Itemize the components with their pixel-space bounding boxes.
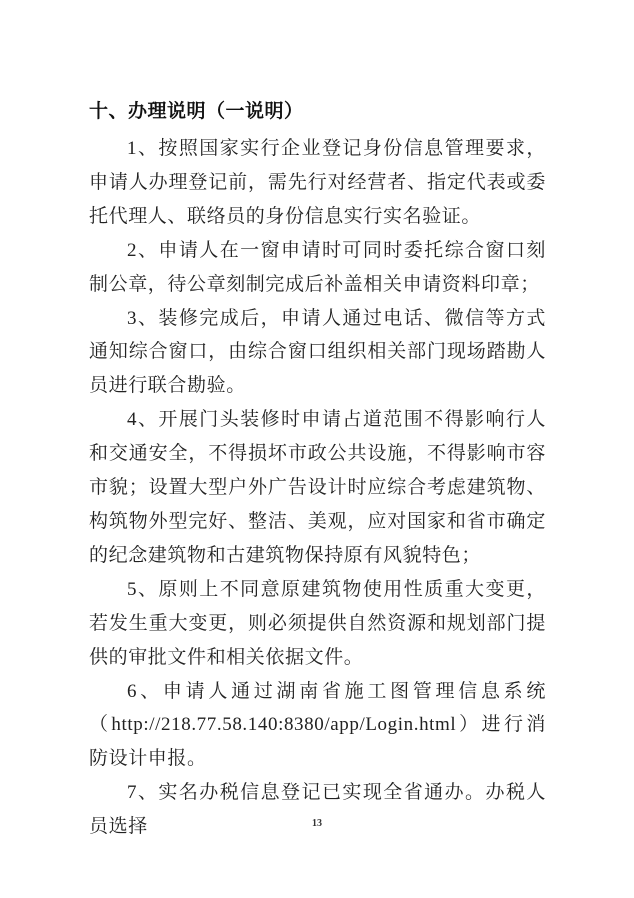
paragraph-3: 3、装修完成后，申请人通过电话、微信等方式通知综合窗口，由综合窗口组织相关部门现场踏勘人员进行联合勘验。 [89,307,546,397]
paragraph-7: 7、实名办税信息登记已实现全省通办。办税人员选择 [89,782,546,838]
document-content [89,96,546,844]
page-number: 13 [312,818,322,829]
paragraph-1: 1、按照国家实行企业登记身份信息管理要求，申请人办理登记前，需先行对经营者、指定代表或委托代理人、联络员的身份信息实行实名验证。 [89,138,546,227]
paragraph-6: 6、申请人通过湖南省施工图管理信息系统（http://218.77.58.140:8380/app/Login.html）进行消防设计申报。 [89,680,546,770]
paragraph-4: 4、开展门头装修时申请占道范围不得影响行人和交通安全，不得损坏市政公共设施，不得影响市容市貌；设置大型户外广告设计时应综合考虑建筑物、构筑物外型完好、整洁、美观，应对国家和省市确定的纪念建筑物和古建筑物保持原有风貌特色； [89,409,546,566]
paragraph-2: 2、申请人在一窗申请时可同时委托综合窗口刻制公章，待公章刻制完成后补盖相关申请资料印章； [89,239,546,295]
section-heading: 十、办理说明（一说明） [89,101,304,122]
paragraph-5: 5、原则上不同意原建筑物使用性质重大变更，若发生重大变更，则必须提供自然资源和规划部门提供的审批文件和相关依据文件。 [89,578,546,668]
